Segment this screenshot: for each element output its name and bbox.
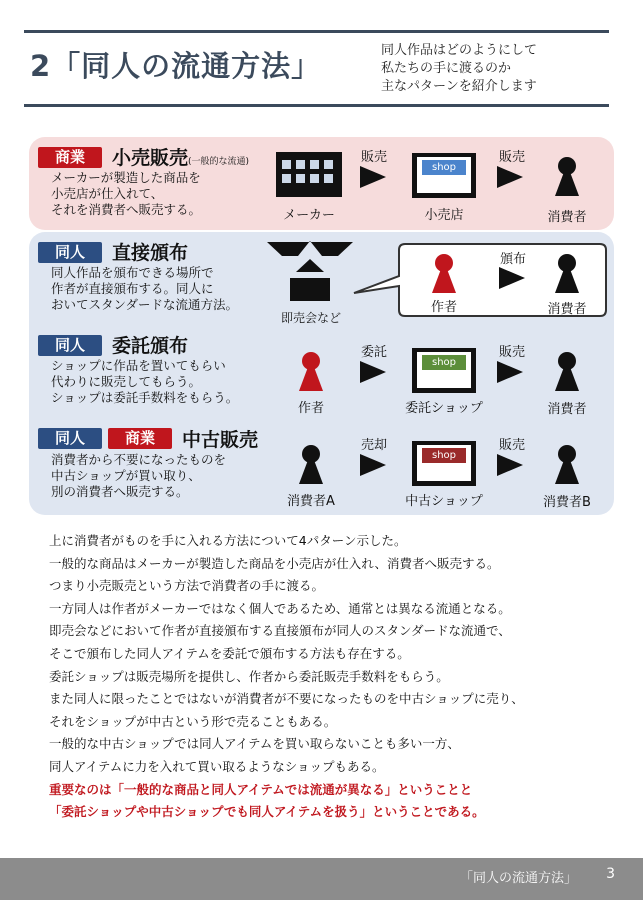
node-label: メーカー bbox=[283, 208, 335, 223]
node-label: 消費者 bbox=[547, 402, 587, 417]
row-heading bbox=[112, 143, 249, 170]
node-label: 作者 bbox=[297, 401, 324, 416]
shop-sign: shop bbox=[431, 357, 456, 368]
node-label: 中古ショップ bbox=[405, 494, 483, 509]
desc-line: 別の消費者へ販売する。 bbox=[51, 484, 189, 499]
arrow-icon bbox=[360, 454, 386, 476]
body-line: 一般的な中古ショップでは同人アイテムを買い取らないことも多い一方、 bbox=[49, 736, 460, 752]
arrow-label: 委託 bbox=[360, 345, 387, 360]
row-heading: 中古販売 bbox=[182, 429, 259, 451]
body-line: 同人アイテムに力を入れて買い取るようなショップもある。 bbox=[49, 758, 385, 774]
emphasis-line: 「委託ショップや中古ショップでも同人アイテムを扱う」ということである。 bbox=[49, 804, 485, 820]
body-line: また同人に限ったことではないが消費者が不要になったものを中古ショップに売り、 bbox=[49, 691, 524, 707]
node-label: 委託ショップ bbox=[405, 401, 483, 416]
desc-line: ショップに作品を置いてもらい bbox=[51, 358, 226, 373]
node-label: 消費者B bbox=[543, 495, 591, 510]
heading-text: 小売販売 bbox=[112, 147, 189, 169]
row-description bbox=[51, 265, 238, 313]
node-label: 即売会など bbox=[280, 311, 341, 325]
subtitle-line: 同人作品はどのようにして bbox=[381, 43, 538, 58]
shop-sign: shop bbox=[431, 162, 456, 173]
page-title: 2「同人の流通方法」 bbox=[30, 49, 322, 83]
body-line: 一般的な商品はメーカーが製造した商品を小売店が仕入れ、消費者へ販売する。 bbox=[49, 555, 500, 571]
arrow-label: 頒布 bbox=[499, 252, 526, 267]
row-description bbox=[51, 170, 201, 218]
arrow-label: 販売 bbox=[360, 150, 387, 165]
consumer-icon bbox=[555, 157, 579, 196]
body-line: それをショップが中古という形で売ることもある。 bbox=[49, 713, 337, 729]
desc-line: 同人作品を頒布できる場所で bbox=[51, 265, 214, 280]
arrow-icon bbox=[360, 166, 386, 188]
row-heading: 直接頒布 bbox=[112, 242, 189, 264]
arrow-label: 販売 bbox=[498, 345, 525, 360]
arrow-icon bbox=[497, 454, 523, 476]
desc-line: 作者が直接頒布する。同人に bbox=[51, 281, 214, 296]
arrow-label: 販売 bbox=[498, 438, 525, 453]
arrow-icon bbox=[497, 361, 523, 383]
subtitle-line: 私たちの手に渡るのか bbox=[381, 61, 512, 76]
tag-doujin: 同人 bbox=[38, 242, 102, 263]
desc-line: 代わりに販売してもらう。 bbox=[51, 374, 202, 389]
row-description bbox=[51, 452, 226, 500]
arrow-label: 売却 bbox=[360, 438, 387, 453]
emphasis-line: 重要なのは「一般的な商品と同人アイテムでは流通が異なる」ということと bbox=[49, 781, 473, 797]
row-heading: 委託頒布 bbox=[112, 335, 189, 357]
desc-line: ショップは委託手数料をもらう。 bbox=[51, 390, 239, 405]
tag-commercial: 商業 bbox=[38, 147, 102, 168]
body-line: つまり小売販売という方法で消費者の手に渡る。 bbox=[49, 578, 325, 594]
arrow-icon bbox=[497, 166, 523, 188]
node-label: 消費者A bbox=[287, 494, 335, 509]
node-label: 消費者 bbox=[547, 210, 587, 225]
body-line: そこで頒布した同人アイテムを委託で頒布する方法も存在する。 bbox=[49, 645, 410, 661]
factory-icon bbox=[276, 152, 342, 197]
body-line: 上に消費者がものを手に入れる方法について4パターン示した。 bbox=[49, 533, 407, 548]
creator-icon bbox=[299, 352, 323, 391]
desc-line: メーカーが製造した商品を bbox=[51, 170, 201, 185]
row-description bbox=[51, 358, 238, 406]
consumer-icon bbox=[299, 445, 323, 484]
desc-line: それを消費者へ販売する。 bbox=[51, 202, 202, 217]
consumer-icon bbox=[555, 352, 579, 391]
heading-note: (一般的な流通) bbox=[188, 157, 250, 167]
arrow-label: 販売 bbox=[498, 150, 525, 165]
body-line: 一方同人は作者がメーカーではなく個人であるため、通常とは異なる流通となる。 bbox=[49, 600, 511, 616]
node-label: 小売店 bbox=[424, 208, 464, 223]
page-number: 3 bbox=[606, 866, 615, 882]
desc-line: 小売店が仕入れて、 bbox=[51, 186, 164, 201]
tag-commercial: 商業 bbox=[108, 428, 172, 449]
tag-doujin: 同人 bbox=[38, 335, 102, 356]
body-line: 委託ショップは販売場所を提供し、作者から委託販売手数料をもらう。 bbox=[49, 668, 449, 684]
subtitle-line: 主なパターンを紹介します bbox=[381, 79, 537, 94]
desc-line: おいてスタンダードな流通方法。 bbox=[51, 297, 239, 312]
node-label: 作者 bbox=[430, 300, 457, 315]
shop-sign: shop bbox=[431, 450, 456, 461]
consumer-icon bbox=[555, 445, 579, 484]
event-venue-icon bbox=[267, 241, 353, 301]
tag-doujin: 同人 bbox=[38, 428, 102, 449]
body-text bbox=[49, 530, 524, 824]
desc-line: 中古ショップが買い取り、 bbox=[51, 468, 201, 483]
body-line: 即売会などにおいて作者が直接頒布する直接頒布が同人のスタンダードな流通で、 bbox=[49, 623, 511, 639]
arrow-icon bbox=[360, 361, 386, 383]
desc-line: 消費者から不要になったものを bbox=[51, 452, 227, 467]
footer-title: 「同人の流通方法」 bbox=[459, 871, 577, 886]
node-label: 消費者 bbox=[547, 302, 587, 317]
